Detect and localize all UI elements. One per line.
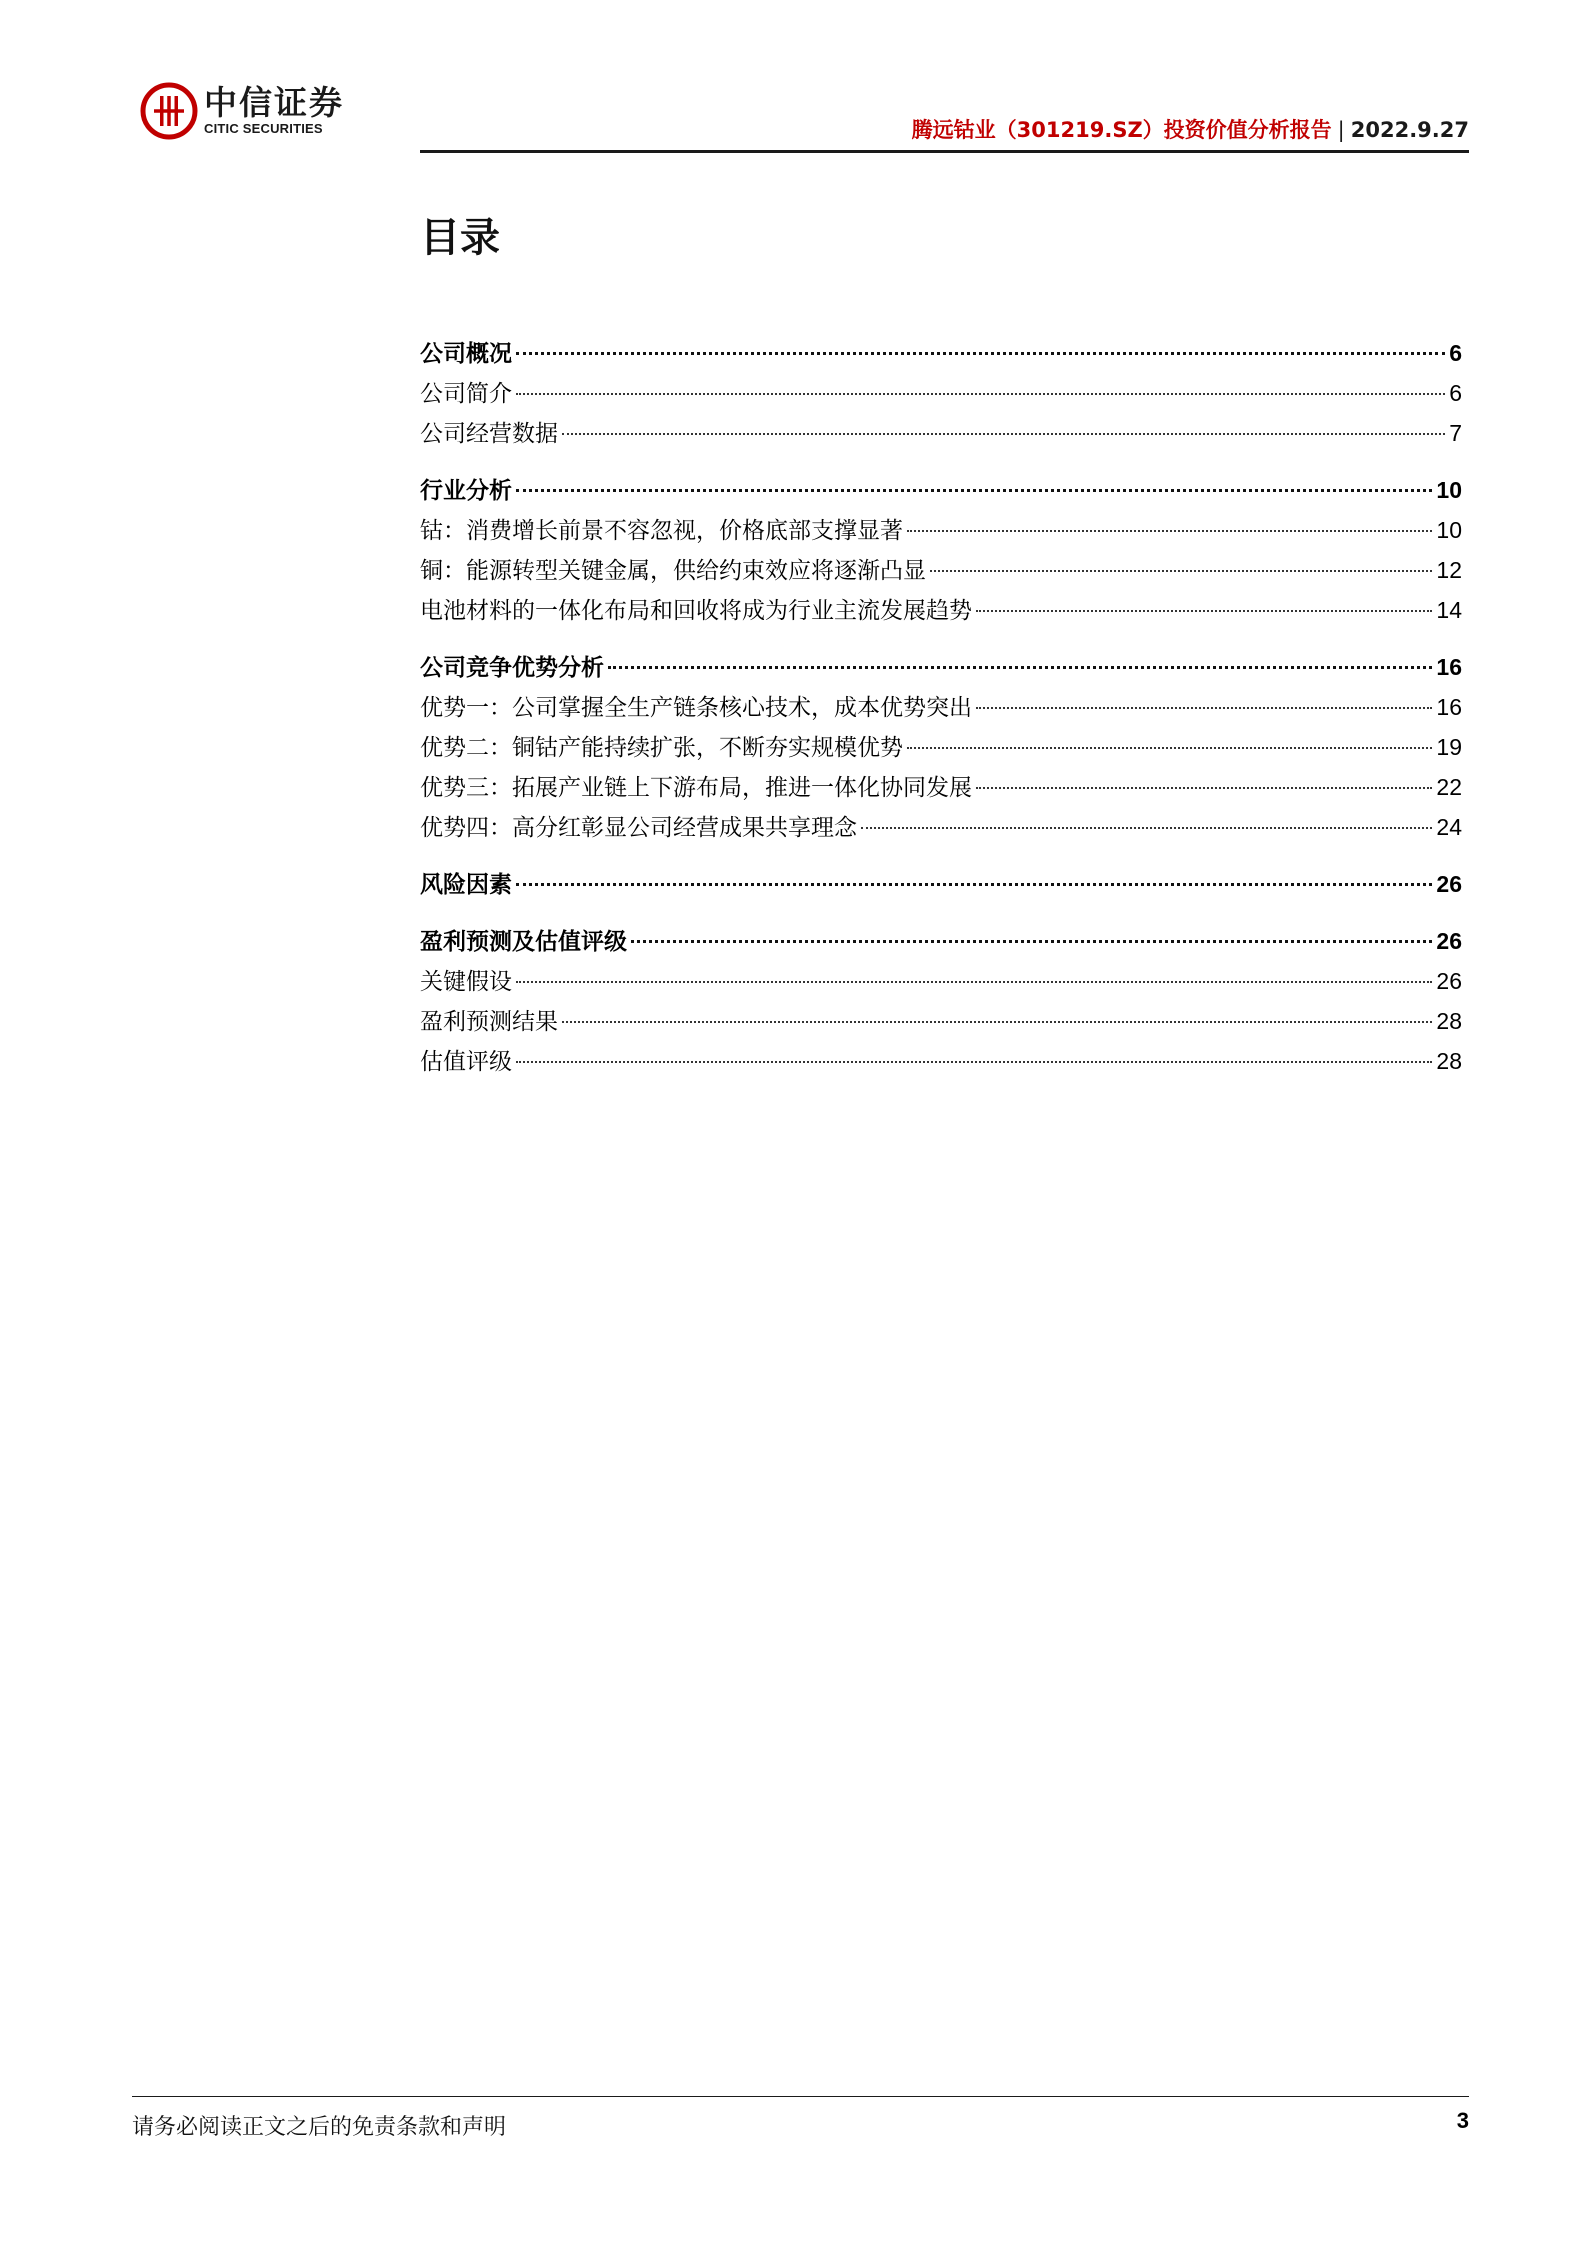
toc-entry-label: 铜：能源转型关键金属，供给约束效应将逐渐凸显 (420, 558, 926, 584)
toc-dot-leader (976, 707, 1432, 709)
toc-entry-label: 优势二：铜钴产能持续扩张，不断夯实规模优势 (420, 735, 903, 761)
citic-logo-icon (140, 82, 198, 140)
toc-heading: 目录 (420, 215, 500, 261)
toc-subsection-entry[interactable] (420, 373, 1462, 413)
toc-entry-label: 关键假设 (420, 969, 512, 995)
toc-dot-leader (516, 489, 1432, 492)
toc-entry-label: 盈利预测结果 (420, 1009, 558, 1035)
toc-dot-leader (907, 530, 1432, 532)
toc-entry-label: 行业分析 (420, 478, 512, 504)
toc-subsection-entry[interactable] (420, 1001, 1462, 1041)
toc-subsection-entry[interactable] (420, 807, 1462, 847)
toc-subsection-entry[interactable] (420, 413, 1462, 453)
toc-subsection-entry[interactable] (420, 590, 1462, 630)
toc-dot-leader (516, 393, 1445, 395)
report-date: 2022.9.27 (1350, 118, 1469, 142)
toc-dot-leader (562, 433, 1445, 435)
toc-dot-leader (930, 570, 1432, 572)
toc-entry-page: 16 (1436, 654, 1462, 680)
toc-section-entry[interactable] (420, 333, 1462, 373)
toc-entry-page: 28 (1436, 1048, 1462, 1074)
toc-entry-label: 钴：消费增长前景不容忽视，价格底部支撑显著 (420, 518, 903, 544)
toc-entry-label: 优势四：高分红彰显公司经营成果共享理念 (420, 815, 857, 841)
toc-dot-leader (562, 1021, 1432, 1023)
logo-chinese-name: 中信证券 (204, 83, 344, 122)
toc-dot-leader (516, 981, 1432, 983)
toc-subsection-entry[interactable] (420, 767, 1462, 807)
toc-entry-page: 10 (1436, 477, 1462, 503)
toc-subsection-entry[interactable] (420, 961, 1462, 1001)
toc-entry-label: 公司竞争优势分析 (420, 655, 604, 681)
toc-entry-page: 26 (1436, 871, 1462, 897)
toc-subsection-entry[interactable] (420, 1041, 1462, 1081)
toc-entry-page: 14 (1436, 597, 1462, 623)
table-of-contents (420, 333, 1462, 1081)
toc-entry-label: 风险因素 (420, 872, 512, 898)
toc-entry-label: 公司经营数据 (420, 421, 558, 447)
toc-entry-label: 优势三：拓展产业链上下游布局，推进一体化协同发展 (420, 775, 972, 801)
toc-dot-leader (976, 787, 1432, 789)
toc-subsection-entry[interactable] (420, 510, 1462, 550)
report-header (912, 114, 1469, 144)
toc-entry-page: 22 (1436, 774, 1462, 800)
toc-entry-label: 公司简介 (420, 381, 512, 407)
toc-subsection-entry[interactable] (420, 550, 1462, 590)
toc-entry-label: 电池材料的一体化布局和回收将成为行业主流发展趋势 (420, 598, 972, 624)
toc-entry-page: 26 (1436, 968, 1462, 994)
toc-dot-leader (516, 352, 1445, 355)
toc-entry-label: 公司概况 (420, 341, 512, 367)
toc-entry-page: 26 (1436, 928, 1462, 954)
toc-section-entry[interactable] (420, 921, 1462, 961)
toc-dot-leader (608, 666, 1432, 669)
toc-section-entry[interactable] (420, 470, 1462, 510)
toc-entry-page: 10 (1436, 517, 1462, 543)
toc-dot-leader (976, 610, 1432, 612)
toc-subsection-entry[interactable] (420, 687, 1462, 727)
toc-section-entry[interactable] (420, 864, 1462, 904)
toc-entry-page: 6 (1449, 380, 1462, 406)
footer-disclaimer: 请务必阅读正文之后的免责条款和声明 (132, 2115, 507, 2140)
logo-english-name: CITIC SECURITIES (204, 121, 323, 136)
toc-entry-page: 24 (1436, 814, 1462, 840)
logo-text (204, 85, 344, 137)
toc-entry-label: 优势一：公司掌握全生产链条核心技术，成本优势突出 (420, 695, 972, 721)
footer-divider (132, 2096, 1469, 2097)
toc-dot-leader (516, 883, 1432, 886)
toc-dot-leader (516, 1061, 1432, 1063)
report-title: 腾远钴业（301219.SZ）投资价值分析报告 (911, 118, 1332, 142)
toc-dot-leader (631, 940, 1432, 943)
toc-entry-page: 7 (1449, 420, 1462, 446)
toc-entry-page: 12 (1436, 557, 1462, 583)
toc-dot-leader (861, 827, 1432, 829)
toc-section-entry[interactable] (420, 647, 1462, 687)
toc-entry-page: 19 (1436, 734, 1462, 760)
header-divider (420, 150, 1469, 153)
toc-entry-page: 16 (1436, 694, 1462, 720)
citic-logo (140, 82, 344, 140)
toc-entry-page: 28 (1436, 1008, 1462, 1034)
toc-subsection-entry[interactable] (420, 727, 1462, 767)
toc-entry-label: 估值评级 (420, 1049, 512, 1075)
page-number: 3 (1456, 2108, 1469, 2133)
toc-dot-leader (907, 747, 1432, 749)
toc-entry-label: 盈利预测及估值评级 (420, 929, 627, 955)
toc-entry-page: 6 (1449, 340, 1462, 366)
header-separator: | (1337, 118, 1345, 142)
